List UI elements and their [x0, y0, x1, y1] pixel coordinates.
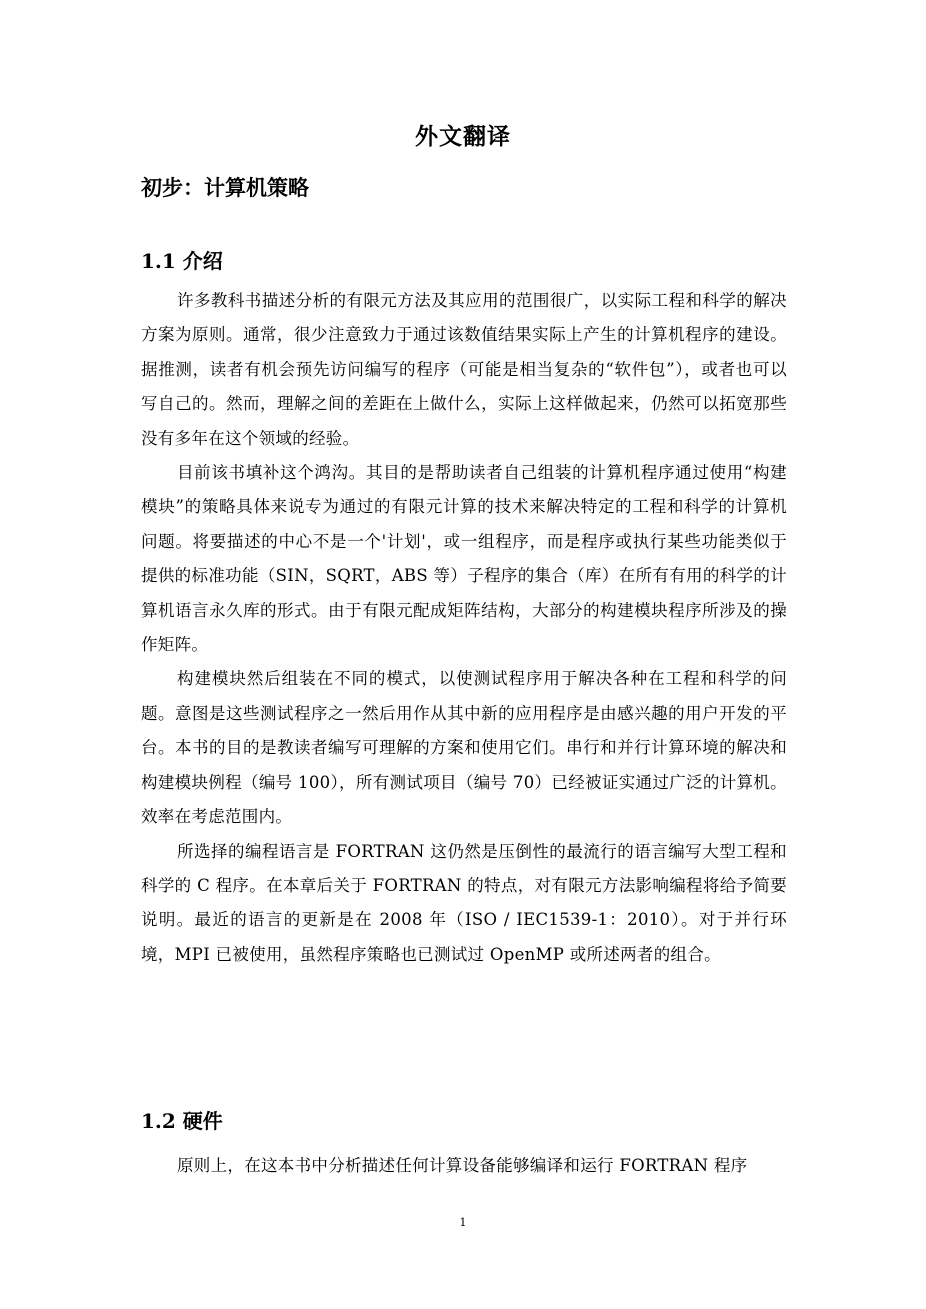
paragraph: 所选择的编程语言是 FORTRAN 这仍然是压倒性的最流行的语言编写大型工程和科学的 C 程序。在本章后关于 FORTRAN 的特点，对有限元方法影响编程将给予简要说明。最近的语言的更新是在 2008 年（ISO / IEC1539-1：2010）。对于并行环境，MPI 已被使用，虽然程序策略也已测试过 OpenMP 或所述两者的组合。 [141, 841, 787, 964]
section-body-introduction [141, 284, 787, 972]
section-heading-introduction: 1.1 介绍 [141, 249, 223, 273]
document-title: 外文翻译 [415, 123, 511, 150]
chapter-title: 初步：计算机策略 [141, 175, 309, 200]
paragraph: 目前该书填补这个鸿沟。其目的是帮助读者自己组装的计算机程序通过使用“构建模块”的策略具体来说专为通过的有限元计算的技术来解决特定的工程和科学的计算机问题。将要描述的中心不是一个'计划'，或一组程序，而是程序或执行某些功能类似于提供的标准功能（SIN，SQRT，ABS 等）子程序的集合（库）在所有有用的科学的计算机语言永久库的形式。由于有限元配成矩阵结构，大部分的构建模块程序所涉及的操作矩阵。 [141, 463, 787, 655]
paragraph: 许多教科书描述分析的有限元方法及其应用的范围很广，以实际工程和科学的解决方案为原则。通常，很少注意致力于通过该数值结果实际上产生的计算机程序的建设。据推测，读者有机会预先访问编写的程序（可能是相当复杂的“软件包”），或者也可以写自己的。然而，理解之间的差距在上做什么，实际上这样做起来，仍然可以拓宽那些没有多年在这个领域的经验。 [141, 291, 787, 448]
paragraph: 构建模块然后组装在不同的模式，以使测试程序用于解决各种在工程和科学的问题。意图是这些测试程序之一然后用作从其中新的应用程序是由感兴趣的用户开发的平台。本书的目的是教读者编写可理解的方案和使用它们。串行和并行计算环境的解决和构建模块例程（编号 100），所有测试项目（编号 70）已经被证实通过广泛的计算机。效率在考虑范围内。 [141, 669, 787, 827]
paragraph: 原则上，在这本书中分析描述任何计算设备能够编译和运行 FORTRAN 程序 [177, 1156, 748, 1175]
section-heading-hardware: 1.2 硬件 [141, 1109, 223, 1133]
page-number: 1 [459, 1216, 467, 1229]
section-body-hardware [141, 1149, 787, 1183]
